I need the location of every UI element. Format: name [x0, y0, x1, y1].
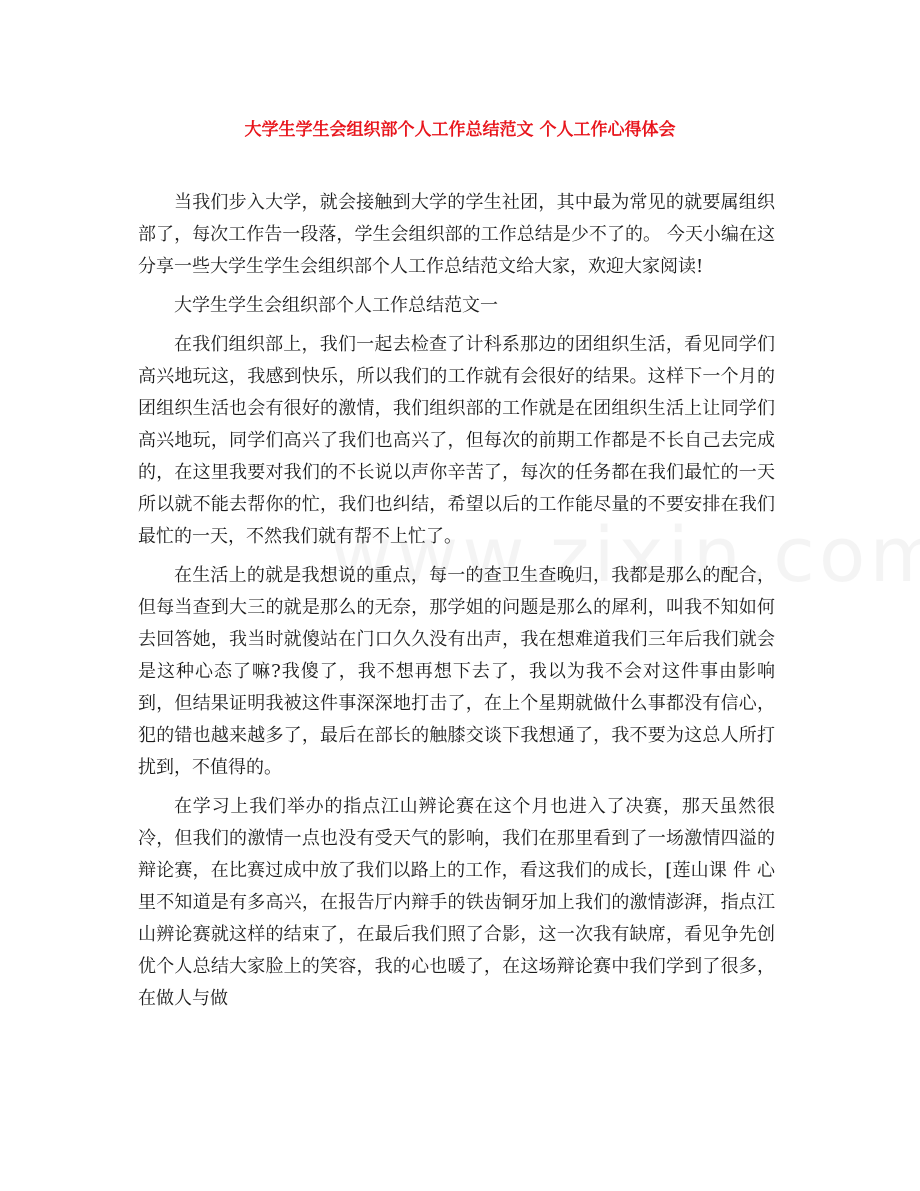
document-title: 大学生学生会组织部个人工作总结范文 个人工作心得体会: [244, 120, 676, 140]
paragraph-intro: 当我们步入大学，就会接触到大学的学生社团，其中最为常见的就要属组织部了，每次工作告一段落，学生会组织部的工作总结是少不了的。 今天小编在这分享一些大学生学生会组织部个人工作总结范文给大家，欢迎大家阅读!: [138, 192, 775, 277]
section-heading: 大学生学生会组织部个人工作总结范文一: [174, 295, 498, 316]
document-body: [138, 187, 775, 1022]
paragraph-life: 在生活上的就是我想说的重点，每一的查卫生查晚归，我都是那么的配合，但每当查到大三的就是那么的无奈，那学姐的问题是那么的犀利，叫我不知如何去回答她，我当时就傻站在门口久久没有出声，我在想难道我们三年后我们就会是这种心态了嘛?我傻了，我不想再想下去了，我以为我不会对这件事由影响到，但结果证明我被这件事深深地打击了，在上个星期就做什么事都没有信心，犯的错也越来越多了，最后在部长的触膝交谈下我想通了，我不要为这总人所打扰到，不值得的。: [138, 565, 775, 778]
paragraph-study: 在学习上我们举办的指点江山辨论赛在这个月也进入了决赛，那天虽然很冷，但我们的激情一点也没有受天气的影响，我们在那里看到了一场激情四溢的辩论赛，在比赛过成中放了我们以路上的工作，看这我们的成长，[莲山课 件 心里不知道是有多高兴，在报告厅内辩手的铁齿铜牙加上我们的激情澎湃，指点江山辨论赛就这样的结束了，在最后我们照了合影，这一次我有缺席，看见争先创优个人总结大家脸上的笑容，我的心也暖了，在这场辩论赛中我们学到了很多，在做人与做: [138, 796, 775, 1009]
paragraph-work: 在我们组织部上，我们一起去检查了计科系那边的团组织生活，看见同学们高兴地玩这，我感到快乐，所以我们的工作就有会很好的结果。这样下一个月的团组织生活也会有很好的激情，我们组织部的工作就是在团组织生活上让同学们高兴地玩，同学们高兴了我们也高兴了，但每次的前期工作都是不长自己去完成的，在这里我要对我们的不长说以声你辛苦了，每次的任务都在我们最忙的一天所以就不能去帮你的忙，我们也纠结，希望以后的工作能尽量的不要安排在我们最忙的一天，不然我们就有帮不上忙了。: [138, 334, 775, 547]
